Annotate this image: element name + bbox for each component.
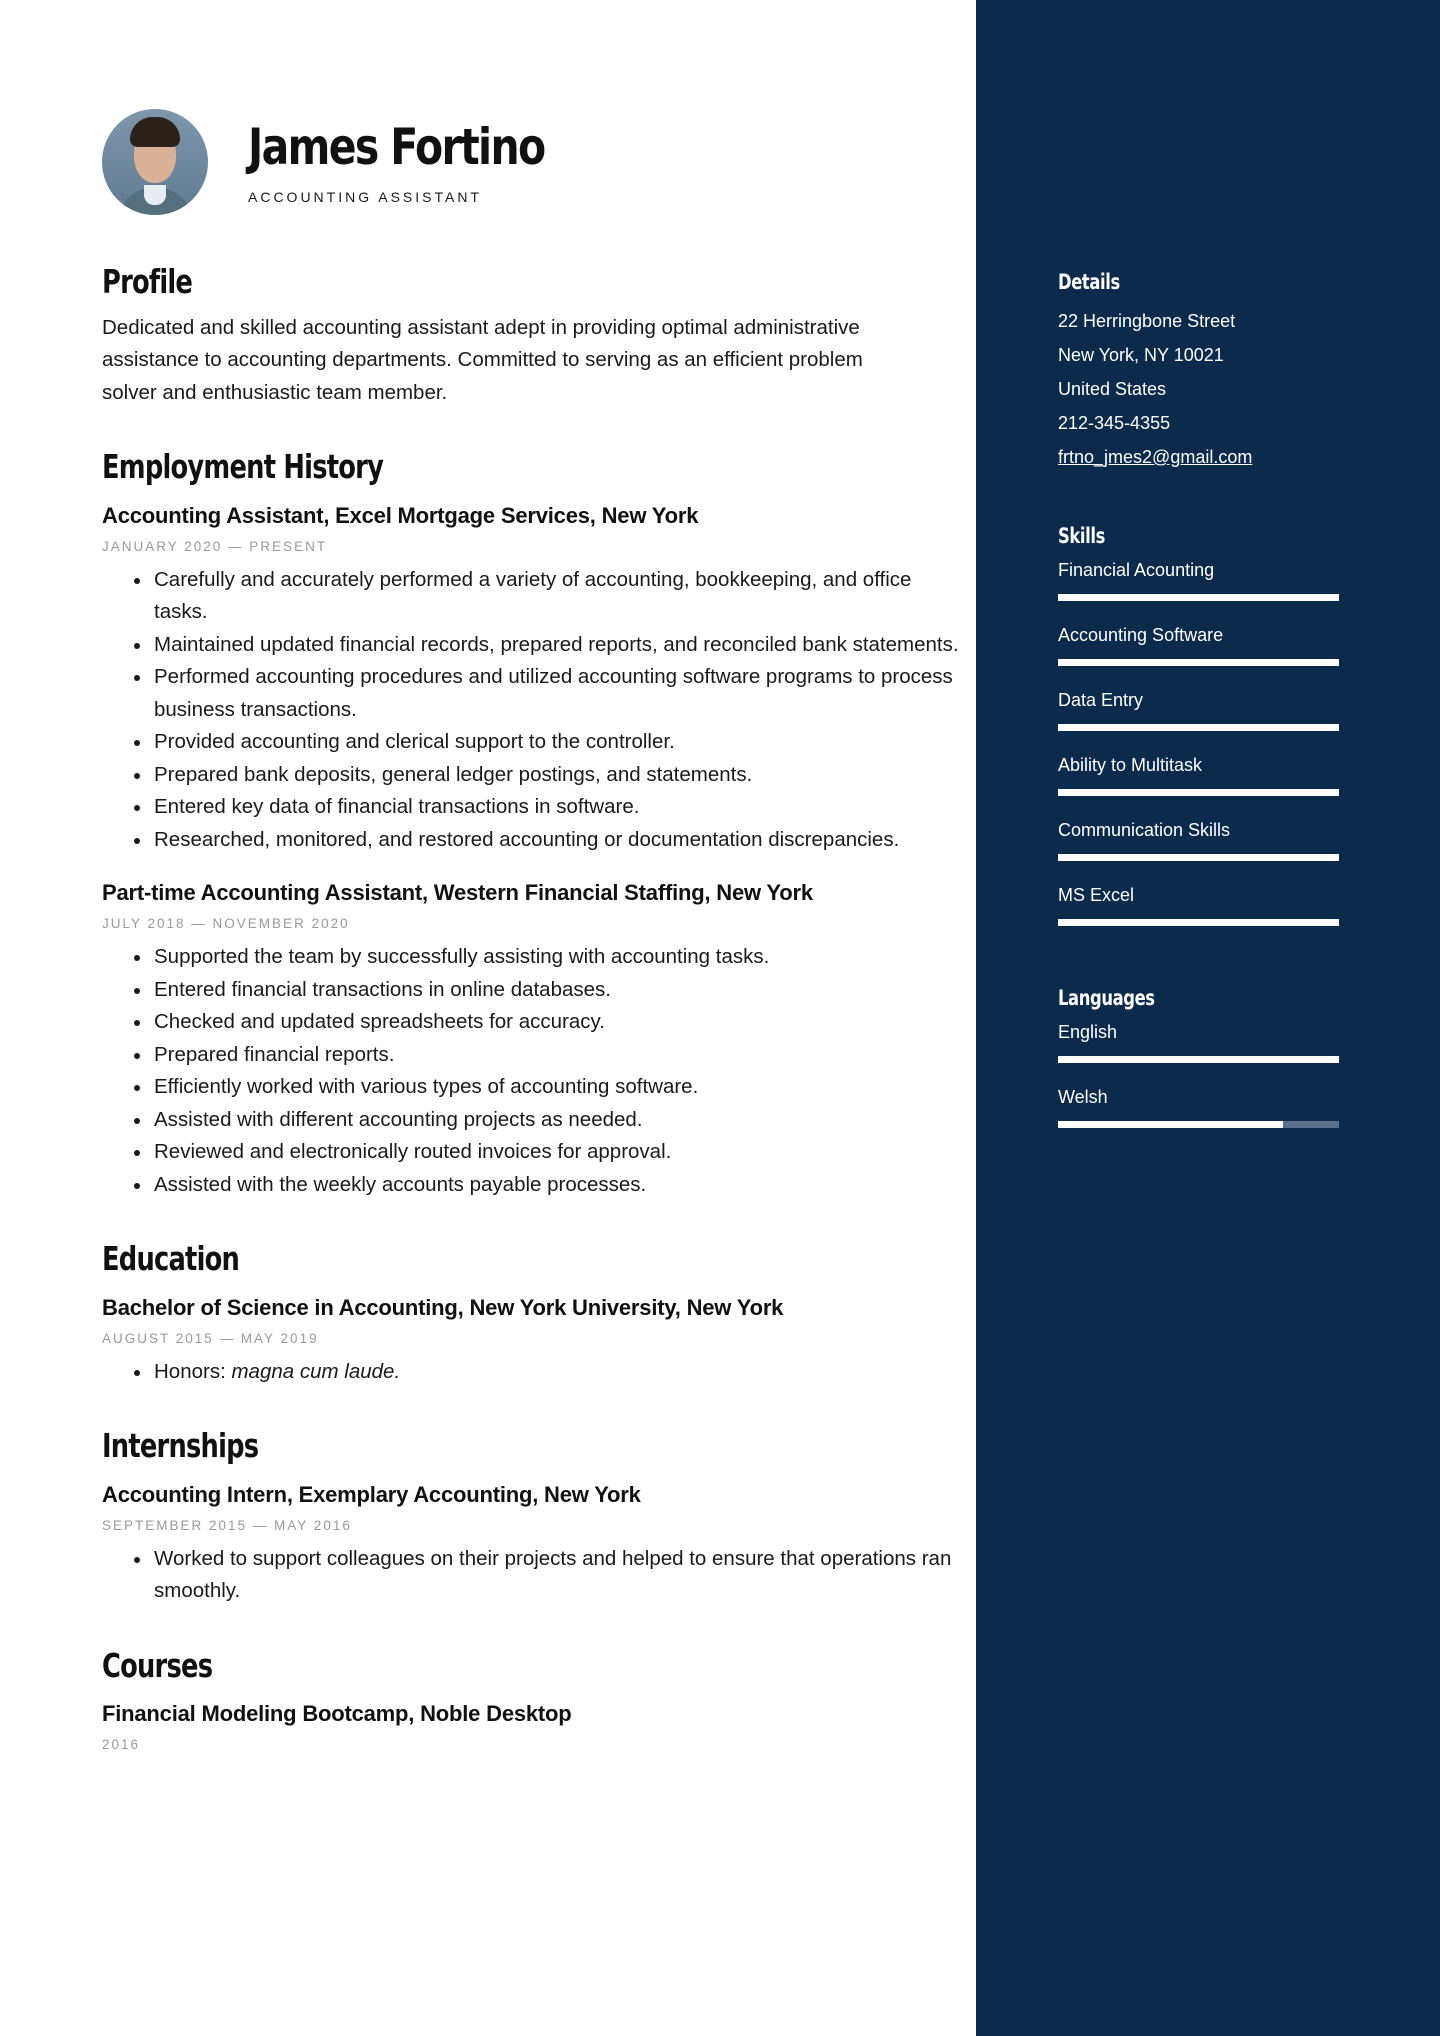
details-list bbox=[1058, 304, 1440, 474]
honors-label: Honors: bbox=[154, 1359, 232, 1383]
candidate-name: James Fortino bbox=[248, 117, 545, 176]
skill-label: Data Entry bbox=[1058, 690, 1144, 710]
skill-item bbox=[1058, 688, 1440, 741]
entry-title: Accounting Intern, Exemplary Accounting, New York bbox=[102, 1481, 641, 1507]
internships-heading: Internships bbox=[102, 1426, 259, 1466]
education-heading: Education bbox=[102, 1239, 240, 1279]
bullet-item: Supported the team by successfully assisting with accounting tasks. bbox=[154, 941, 962, 974]
education-section bbox=[102, 1239, 976, 1388]
bullet-item: Performed accounting procedures and utilized accounting software programs to process business transactions. bbox=[154, 661, 962, 726]
language-label: English bbox=[1058, 1022, 1118, 1042]
skill-item bbox=[1058, 883, 1440, 936]
skill-level-bar bbox=[1058, 724, 1339, 731]
skill-level-bar bbox=[1058, 854, 1339, 861]
header-text bbox=[248, 117, 610, 205]
entry-date: AUGUST 2015 — MAY 2019 bbox=[102, 1330, 319, 1346]
course-entry bbox=[102, 1699, 976, 1752]
profile-section bbox=[102, 262, 976, 409]
entry-date: 2016 bbox=[102, 1737, 141, 1753]
bullet-item: Researched, monitored, and restored accounting or documentation discrepancies. bbox=[154, 824, 962, 857]
entry-bullets bbox=[102, 1356, 962, 1389]
resume-header bbox=[102, 108, 976, 216]
entry-bullets bbox=[102, 941, 962, 1201]
skill-level-fill bbox=[1058, 789, 1339, 796]
skill-label: Accounting Software bbox=[1058, 625, 1224, 645]
entry-title: Part-time Accounting Assistant, Western Financial Staffing, New York bbox=[102, 880, 813, 906]
skill-item bbox=[1058, 818, 1440, 871]
skill-level-fill bbox=[1058, 659, 1339, 666]
employment-heading: Employment History bbox=[102, 447, 384, 487]
bullet-item: Provided accounting and clerical support to the controller. bbox=[154, 726, 962, 759]
skill-level-fill bbox=[1058, 919, 1339, 926]
skill-level-fill bbox=[1058, 724, 1339, 731]
language-item bbox=[1058, 1085, 1440, 1138]
skill-level-bar bbox=[1058, 919, 1339, 926]
skill-label: Communication Skills bbox=[1058, 820, 1231, 840]
employment-entry bbox=[102, 501, 976, 857]
bullet-item bbox=[154, 1356, 962, 1389]
bullet-item: Checked and updated spreadsheets for accuracy. bbox=[154, 1006, 962, 1039]
skills-list bbox=[1058, 558, 1440, 936]
courses-heading: Courses bbox=[102, 1645, 213, 1685]
bullet-item: Efficiently worked with various types of accounting software. bbox=[154, 1071, 962, 1104]
bullet-item: Reviewed and electronically routed invoices for approval. bbox=[154, 1136, 962, 1169]
skill-item bbox=[1058, 558, 1440, 611]
language-level-bar bbox=[1058, 1121, 1339, 1128]
skill-level-fill bbox=[1058, 854, 1339, 861]
profile-heading: Profile bbox=[102, 262, 193, 301]
employment-entry bbox=[102, 878, 976, 1201]
internships-section bbox=[102, 1426, 976, 1608]
skill-level-bar bbox=[1058, 594, 1339, 601]
skill-label: Ability to Multitask bbox=[1058, 755, 1203, 775]
language-label: Welsh bbox=[1058, 1087, 1108, 1107]
entry-date: SEPTEMBER 2015 — MAY 2016 bbox=[102, 1517, 352, 1533]
skills-heading: Skills bbox=[1058, 524, 1105, 548]
bullet-item: Prepared bank deposits, general ledger postings, and statements. bbox=[154, 759, 962, 792]
skill-item bbox=[1058, 753, 1440, 806]
entry-bullets bbox=[102, 1543, 962, 1608]
entry-title: Financial Modeling Bootcamp, Noble Desktop bbox=[102, 1701, 572, 1727]
language-level-fill bbox=[1058, 1121, 1283, 1128]
details-heading: Details bbox=[1058, 270, 1120, 294]
skill-level-fill bbox=[1058, 594, 1339, 601]
address-line2: New York, NY 10021 bbox=[1058, 345, 1224, 365]
address-line1: 22 Herringbone Street bbox=[1058, 311, 1236, 331]
bullet-item: Maintained updated financial records, prepared reports, and reconciled bank statements. bbox=[154, 629, 962, 662]
bullet-item: Prepared financial reports. bbox=[154, 1039, 962, 1072]
internship-entry bbox=[102, 1480, 976, 1608]
skill-item bbox=[1058, 623, 1440, 676]
bullet-item: Entered financial transactions in online databases. bbox=[154, 974, 962, 1007]
courses-section bbox=[102, 1646, 976, 1753]
entry-title: Accounting Assistant, Excel Mortgage Services, New York bbox=[102, 502, 699, 528]
skills-section bbox=[1058, 522, 1440, 936]
avatar bbox=[102, 109, 208, 215]
skill-label: MS Excel bbox=[1058, 885, 1135, 905]
entry-date: JANUARY 2020 — PRESENT bbox=[102, 538, 328, 554]
bullet-item: Carefully and accurately performed a variety of accounting, bookkeeping, and office tasks. bbox=[154, 564, 962, 629]
language-level-fill bbox=[1058, 1056, 1339, 1063]
language-item bbox=[1058, 1020, 1440, 1073]
education-entry bbox=[102, 1293, 976, 1389]
phone-number: 212-345-4355 bbox=[1058, 413, 1171, 433]
avatar-hair bbox=[130, 117, 180, 147]
language-level-bar bbox=[1058, 1056, 1339, 1063]
candidate-job-title: ACCOUNTING ASSISTANT bbox=[248, 188, 482, 205]
skill-level-bar bbox=[1058, 789, 1339, 796]
honors-value: magna cum laude. bbox=[231, 1359, 401, 1383]
profile-text: Dedicated and skilled accounting assistant adept in providing optimal administrative assistance to accounting departments. Committed to serving as an efficient problem solver and enthusiastic team member. bbox=[102, 315, 863, 404]
entry-bullets bbox=[102, 564, 962, 857]
details-section bbox=[1058, 268, 1440, 474]
languages-list bbox=[1058, 1020, 1440, 1138]
avatar-collar bbox=[144, 185, 166, 205]
bullet-item: Assisted with different accounting projects as needed. bbox=[154, 1104, 962, 1137]
bullet-item: Worked to support colleagues on their projects and helped to ensure that operations ran smoothly. bbox=[154, 1543, 962, 1608]
skill-level-bar bbox=[1058, 659, 1339, 666]
entry-title: Bachelor of Science in Accounting, New York University, New York bbox=[102, 1294, 784, 1320]
languages-section bbox=[1058, 984, 1440, 1138]
bullet-item: Assisted with the weekly accounts payable processes. bbox=[154, 1169, 962, 1202]
skill-label: Financial Acounting bbox=[1058, 560, 1215, 580]
employment-section bbox=[102, 447, 976, 1201]
email-link[interactable]: frtno_jmes2@gmail.com bbox=[1058, 447, 1253, 467]
entry-date: JULY 2018 — NOVEMBER 2020 bbox=[102, 916, 350, 932]
languages-heading: Languages bbox=[1058, 986, 1155, 1010]
sidebar bbox=[976, 0, 1440, 2036]
bullet-item: Entered key data of financial transactions in software. bbox=[154, 791, 962, 824]
address-country: United States bbox=[1058, 379, 1167, 399]
